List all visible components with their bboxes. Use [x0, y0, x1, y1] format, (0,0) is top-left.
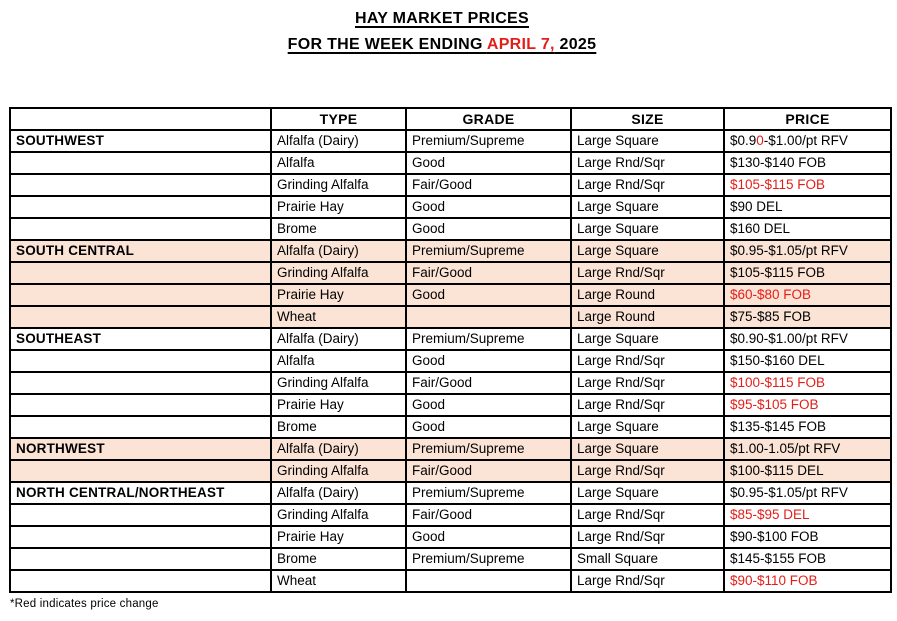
type-cell: Grinding Alfalfa	[271, 460, 406, 482]
price-cell	[724, 174, 891, 196]
price-changed-text: $100-$115 FOB	[730, 375, 826, 390]
size-cell: Small Square	[571, 548, 724, 570]
section-row-southwest	[10, 130, 891, 152]
table-row	[10, 526, 891, 548]
page-title-text: HAY MARKET PRICES	[354, 10, 530, 27]
price-text: $0.95-$1.05/pt RFV	[730, 485, 848, 500]
region-cell: SOUTHEAST	[10, 328, 271, 350]
grade-cell: Good	[406, 416, 571, 438]
grade-cell: Fair/Good	[406, 504, 571, 526]
header-grade: GRADE	[406, 108, 571, 130]
price-text: $145-$155 FOB	[730, 551, 827, 566]
region-cell	[10, 196, 271, 218]
table-row	[10, 504, 891, 526]
size-cell: Large Square	[571, 218, 724, 240]
region-cell	[10, 526, 271, 548]
region-cell: NORTHWEST	[10, 438, 271, 460]
region-cell	[10, 394, 271, 416]
price-text: $90-$100 FOB	[730, 529, 819, 544]
region-cell	[10, 218, 271, 240]
price-text: -$1.00/pt RFV	[763, 133, 848, 148]
price-cell	[724, 350, 891, 372]
table-row	[10, 284, 891, 306]
table-row	[10, 394, 891, 416]
table-row	[10, 196, 891, 218]
table-row	[10, 218, 891, 240]
type-cell: Brome	[271, 218, 406, 240]
price-cell	[724, 262, 891, 284]
region-cell	[10, 262, 271, 284]
size-cell: Large Square	[571, 416, 724, 438]
page-subtitle	[0, 32, 884, 58]
grade-cell: Premium/Supreme	[406, 548, 571, 570]
price-cell	[724, 306, 891, 328]
table-row	[10, 416, 891, 438]
header-row	[10, 108, 891, 130]
price-cell	[724, 284, 891, 306]
type-cell: Alfalfa (Dairy)	[271, 328, 406, 350]
type-cell: Prairie Hay	[271, 196, 406, 218]
header-region	[10, 108, 271, 130]
grade-cell: Premium/Supreme	[406, 328, 571, 350]
type-cell: Prairie Hay	[271, 394, 406, 416]
price-cell	[724, 570, 891, 592]
size-cell: Large Rnd/Sqr	[571, 174, 724, 196]
table-row	[10, 570, 891, 592]
price-text: $135-$145 FOB	[730, 419, 827, 434]
type-cell: Brome	[271, 548, 406, 570]
region-cell: NORTH CENTRAL/NORTHEAST	[10, 482, 271, 504]
table-row	[10, 372, 891, 394]
price-changed-text: $90-$110 FOB	[730, 573, 818, 588]
price-text: $100-$115 DEL	[730, 463, 824, 478]
grade-cell: Good	[406, 152, 571, 174]
type-cell: Alfalfa (Dairy)	[271, 438, 406, 460]
grade-cell: Fair/Good	[406, 174, 571, 196]
price-cell	[724, 372, 891, 394]
price-changed-text: $95-$105 FOB	[730, 397, 819, 412]
grade-cell: Premium/Supreme	[406, 438, 571, 460]
size-cell: Large Square	[571, 130, 724, 152]
subtitle-date-highlight: APRIL 7,	[486, 36, 555, 53]
price-cell	[724, 482, 891, 504]
section-row-northwest	[10, 438, 891, 460]
region-cell	[10, 152, 271, 174]
region-cell	[10, 548, 271, 570]
price-text: $0.95-$1.05/pt RFV	[730, 243, 848, 258]
table-row	[10, 262, 891, 284]
price-cell	[724, 438, 891, 460]
size-cell: Large Square	[571, 328, 724, 350]
table-row	[10, 460, 891, 482]
grade-cell: Good	[406, 350, 571, 372]
section-row-south-central	[10, 240, 891, 262]
price-changed-text: $105-$115 FOB	[730, 177, 826, 192]
size-cell: Large Round	[571, 284, 724, 306]
grade-cell: Good	[406, 284, 571, 306]
type-cell: Alfalfa (Dairy)	[271, 240, 406, 262]
region-cell	[10, 504, 271, 526]
price-cell	[724, 328, 891, 350]
section-row-north-central-northeast	[10, 482, 891, 504]
grade-cell: Fair/Good	[406, 372, 571, 394]
size-cell: Large Square	[571, 438, 724, 460]
price-cell	[724, 130, 891, 152]
price-text: $150-$160 DEL	[730, 353, 825, 368]
region-cell	[10, 416, 271, 438]
region-cell: SOUTHWEST	[10, 130, 271, 152]
size-cell: Large Rnd/Sqr	[571, 526, 724, 548]
table-row	[10, 174, 891, 196]
subtitle-suffix: 2025	[554, 36, 597, 53]
table-row	[10, 306, 891, 328]
region-cell	[10, 460, 271, 482]
grade-cell: Premium/Supreme	[406, 240, 571, 262]
grade-cell: Good	[406, 526, 571, 548]
region-cell	[10, 350, 271, 372]
price-changed-text: $85-$95 DEL	[730, 507, 810, 522]
hay-price-table	[9, 107, 892, 593]
table-body	[10, 130, 891, 592]
grade-cell: Fair/Good	[406, 262, 571, 284]
size-cell: Large Square	[571, 240, 724, 262]
section-row-southeast	[10, 328, 891, 350]
type-cell: Grinding Alfalfa	[271, 262, 406, 284]
price-text: $90 DEL	[730, 199, 783, 214]
type-cell: Wheat	[271, 570, 406, 592]
region-cell	[10, 306, 271, 328]
price-text: $160 DEL	[730, 221, 791, 236]
region-cell: SOUTH CENTRAL	[10, 240, 271, 262]
type-cell: Alfalfa (Dairy)	[271, 482, 406, 504]
grade-cell: Fair/Good	[406, 460, 571, 482]
size-cell: Large Square	[571, 482, 724, 504]
table-row	[10, 350, 891, 372]
header-price: PRICE	[724, 108, 891, 130]
price-cell	[724, 460, 891, 482]
grade-cell: Premium/Supreme	[406, 482, 571, 504]
type-cell: Prairie Hay	[271, 284, 406, 306]
grade-cell: Premium/Supreme	[406, 130, 571, 152]
grade-cell	[406, 570, 571, 592]
price-changed-text: 0	[756, 133, 764, 148]
type-cell: Alfalfa	[271, 152, 406, 174]
type-cell: Wheat	[271, 306, 406, 328]
price-changed-text: $60-$80 FOB	[730, 287, 812, 302]
price-text: $0.9	[730, 133, 757, 148]
grade-cell: Good	[406, 394, 571, 416]
title-block	[0, 6, 884, 58]
price-cell	[724, 526, 891, 548]
price-cell	[724, 240, 891, 262]
footnote: *Red indicates price change	[10, 598, 159, 610]
price-text: $130-$140 FOB	[730, 155, 827, 170]
price-text: $75-$85 FOB	[730, 309, 812, 324]
subtitle-prefix: FOR THE WEEK ENDING	[287, 36, 487, 53]
region-cell	[10, 284, 271, 306]
type-cell: Grinding Alfalfa	[271, 372, 406, 394]
type-cell: Prairie Hay	[271, 526, 406, 548]
price-text: $1.00-1.05/pt RFV	[730, 441, 841, 456]
header-type: TYPE	[271, 108, 406, 130]
type-cell: Grinding Alfalfa	[271, 504, 406, 526]
grade-cell: Good	[406, 196, 571, 218]
size-cell: Large Rnd/Sqr	[571, 460, 724, 482]
price-cell	[724, 394, 891, 416]
type-cell: Grinding Alfalfa	[271, 174, 406, 196]
header-size: SIZE	[571, 108, 724, 130]
size-cell: Large Rnd/Sqr	[571, 570, 724, 592]
price-cell	[724, 196, 891, 218]
size-cell: Large Rnd/Sqr	[571, 350, 724, 372]
price-cell	[724, 416, 891, 438]
grade-cell	[406, 306, 571, 328]
type-cell: Brome	[271, 416, 406, 438]
price-cell	[724, 548, 891, 570]
size-cell: Large Rnd/Sqr	[571, 504, 724, 526]
page-title	[0, 6, 884, 32]
size-cell: Large Rnd/Sqr	[571, 152, 724, 174]
price-cell	[724, 504, 891, 526]
table-row	[10, 548, 891, 570]
price-text: $105-$115 FOB	[730, 265, 826, 280]
region-cell	[10, 372, 271, 394]
table-row	[10, 152, 891, 174]
price-text: $0.90-$1.00/pt RFV	[730, 331, 848, 346]
grade-cell: Good	[406, 218, 571, 240]
price-cell	[724, 152, 891, 174]
region-cell	[10, 174, 271, 196]
size-cell: Large Square	[571, 196, 724, 218]
size-cell: Large Rnd/Sqr	[571, 262, 724, 284]
price-cell	[724, 218, 891, 240]
size-cell: Large Rnd/Sqr	[571, 394, 724, 416]
type-cell: Alfalfa	[271, 350, 406, 372]
type-cell: Alfalfa (Dairy)	[271, 130, 406, 152]
size-cell: Large Rnd/Sqr	[571, 372, 724, 394]
region-cell	[10, 570, 271, 592]
size-cell: Large Round	[571, 306, 724, 328]
